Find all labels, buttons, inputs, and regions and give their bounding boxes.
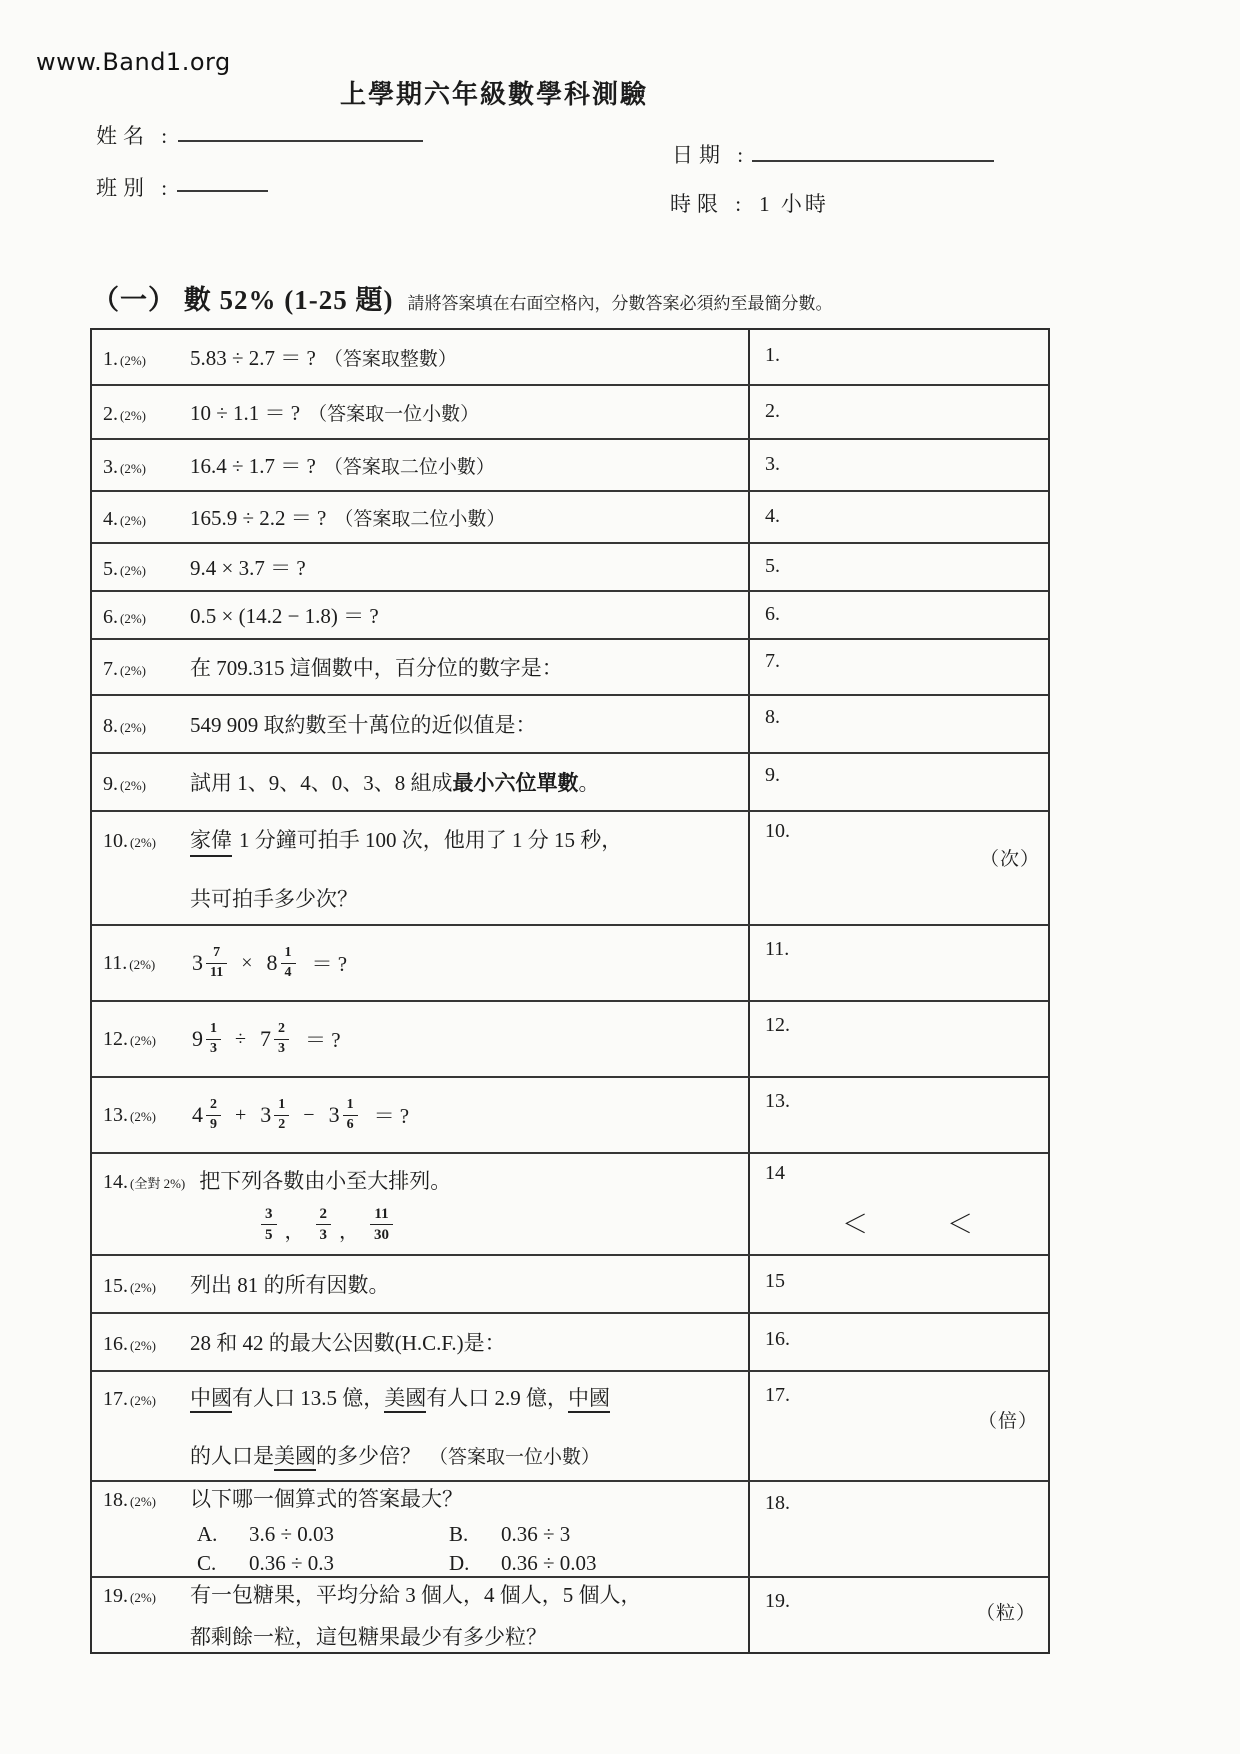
question-text: 16.4 ÷ 1.7 ＝ ? — [190, 454, 316, 478]
question-marks: (2%) — [120, 778, 146, 793]
question-number: 17. — [103, 1388, 128, 1410]
question-marks: (2%) — [130, 1280, 156, 1295]
question-number: 5. — [103, 558, 118, 580]
answer-number: 7. — [765, 650, 780, 672]
question-row-2 — [92, 384, 1048, 438]
answer-number: 14 — [765, 1162, 785, 1184]
name-label: 姓名 : — [96, 124, 174, 148]
question-number: 4. — [103, 508, 118, 530]
answer-cell — [750, 1314, 1048, 1370]
question-row-4 — [92, 490, 1048, 542]
answer-number: 8. — [765, 706, 780, 728]
option-a-value: 3.6 ÷ 0.03 — [249, 1521, 335, 1546]
question-number: 7. — [103, 658, 118, 680]
question-note: （答案取一位小數） — [308, 404, 480, 425]
mixed-number: 3 1 2 — [260, 1097, 289, 1134]
answer-number: 13. — [765, 1090, 790, 1112]
answer-cell — [750, 696, 1048, 752]
underlined-name: 美國 — [384, 1386, 426, 1413]
question-row-13 — [92, 1076, 1048, 1152]
answer-number: 10. — [765, 820, 790, 842]
answer-number: 1. — [765, 344, 780, 366]
operator: × — [241, 951, 253, 974]
question-row-8 — [92, 694, 1048, 752]
answer-number: 2. — [765, 400, 780, 422]
question-marks: (2%) — [129, 956, 156, 972]
fraction: 2 3 — [316, 1205, 332, 1244]
question-row-14 — [92, 1152, 1048, 1254]
answer-cell — [750, 592, 1048, 638]
question-row-7 — [92, 638, 1048, 694]
question-marks: (2%) — [130, 1590, 156, 1605]
option-d-label: D. — [449, 1550, 470, 1575]
question-row-17 — [92, 1370, 1048, 1480]
mixed-number: 7 2 3 — [260, 1021, 289, 1058]
answer-number: 9. — [765, 764, 780, 786]
question-number: 3. — [103, 456, 118, 478]
question-note: （答案取二位小數） — [334, 509, 506, 530]
name-field — [96, 120, 173, 150]
answer-cell — [750, 386, 1048, 438]
answer-cell — [750, 1578, 1048, 1652]
question-number: 13. — [103, 1103, 128, 1126]
option-d-value: 0.36 ÷ 0.03 — [501, 1550, 597, 1575]
question-marks: (2%) — [120, 720, 146, 735]
choice-row-ab — [197, 1522, 748, 1547]
question-text: 549 909 取約數至十萬位的近似值是： — [190, 713, 537, 737]
question-text: 把下列各數由小至大排列。 — [199, 1168, 452, 1193]
answer-cell — [750, 1372, 1048, 1480]
question-number: 11. — [103, 951, 128, 974]
question-text: 試用 1、9、4、0、3、8 組成最小六位單數。 — [190, 771, 600, 795]
underlined-name: 美國 — [274, 1444, 316, 1471]
question-note: （答案取二位小數） — [323, 457, 495, 478]
equals-question: ＝ ? — [311, 952, 348, 976]
answer-number: 6. — [765, 603, 780, 625]
answer-number: 4. — [765, 505, 780, 527]
question-marks: (2%) — [120, 408, 146, 423]
question-marks: (2%) — [130, 1493, 156, 1509]
answer-number: 11. — [765, 938, 790, 960]
time-limit-value: 1 小時 — [759, 192, 829, 216]
site-watermark: www.Band1.org — [36, 48, 231, 76]
question-row-15 — [92, 1254, 1048, 1312]
equals-question: ＝ ? — [304, 1028, 341, 1052]
question-number: 14. — [103, 1170, 128, 1193]
answer-number: 16. — [765, 1328, 790, 1350]
operator: + — [235, 1103, 247, 1126]
class-field — [96, 172, 173, 202]
question-marks: (2%) — [120, 563, 146, 578]
question-text: 列出 81 的所有因數。 — [190, 1273, 390, 1297]
answer-number: 17. — [765, 1384, 790, 1406]
question-number: 9. — [103, 773, 118, 795]
answer-cell — [750, 926, 1048, 1000]
answer-cell — [750, 754, 1048, 810]
time-limit-field — [670, 188, 829, 218]
question-marks: (2%) — [120, 461, 146, 476]
question-row-12 — [92, 1000, 1048, 1076]
answer-number: 12. — [765, 1014, 790, 1036]
section-header — [92, 278, 832, 317]
question-row-16 — [92, 1312, 1048, 1370]
equals-question: ＝ ? — [373, 1104, 410, 1128]
question-number: 19. — [103, 1585, 128, 1607]
question-marks: (2%) — [130, 1338, 156, 1353]
question-text: 0.5 × (14.2 − 1.8) ＝ ? — [190, 604, 379, 628]
mixed-number: 9 1 3 — [192, 1021, 221, 1058]
question-number: 8. — [103, 715, 118, 737]
answer-number: 15 — [765, 1270, 785, 1292]
question-row-19 — [92, 1576, 1048, 1652]
question-table — [90, 328, 1050, 1654]
question-row-5 — [92, 542, 1048, 590]
answer-cell — [750, 1002, 1048, 1076]
question-marks: (2%) — [130, 1393, 156, 1408]
answer-cell — [750, 812, 1048, 924]
option-a-label: A. — [197, 1521, 218, 1546]
question-row-1 — [92, 330, 1048, 384]
answer-unit: （粒） — [976, 1603, 1037, 1624]
question-text: 中國有人口 13.5 億，美國有人口 2.9 億，中國 — [190, 1382, 610, 1412]
question-marks: (全對 2%) — [130, 1175, 186, 1191]
question-text: 有一包糖果，平均分給 3 個人，4 個人，5 個人， — [190, 1583, 642, 1607]
answer-cell — [750, 544, 1048, 590]
question-text-line2: 共可拍手多少次？ — [190, 886, 358, 911]
answer-unit: （次） — [980, 849, 1041, 870]
question-number: 6. — [103, 606, 118, 628]
section-heading: （一） 數 52% (1-25 題) — [92, 285, 394, 315]
mixed-number: 3 1 6 — [329, 1097, 358, 1134]
fraction: 11 30 — [370, 1205, 393, 1244]
fraction: 3 5 — [261, 1205, 277, 1244]
answer-cell — [750, 1256, 1048, 1312]
answer-cell — [750, 1482, 1048, 1576]
answer-cell — [750, 640, 1048, 694]
question-marks: (2%) — [120, 611, 146, 626]
answer-cell — [750, 492, 1048, 542]
question-number: 12. — [103, 1027, 128, 1050]
answer-unit: （倍） — [978, 1411, 1039, 1432]
question-text-line2: 都剩餘一粒，這包糖果最少有多少粒？ — [190, 1625, 547, 1649]
answer-cell — [750, 1154, 1048, 1254]
name-blank-line — [178, 140, 423, 142]
section-instruction: 請將答案填在右面空格內，分數答案必須約至最簡分數。 — [407, 294, 833, 313]
question-text: 28 和 42 的最大公因數(H.C.F.)是： — [190, 1331, 506, 1355]
date-blank-line — [752, 160, 994, 162]
less-than-mark: ＜ — [842, 1210, 869, 1240]
question-number: 2. — [103, 403, 118, 425]
question-marks: (2%) — [130, 1032, 156, 1048]
question-marks: (2%) — [120, 663, 146, 678]
question-text: 5.83 ÷ 2.7 ＝ ? — [190, 346, 316, 370]
option-b-label: B. — [449, 1521, 469, 1546]
question-row-6 — [92, 590, 1048, 638]
fraction-list: 3 5 ， 2 3 ， 11 30 — [258, 1205, 748, 1244]
question-text: 在 709.315 這個數中，百分位的數字是： — [190, 656, 563, 680]
bold-phrase: 最小六位單數 — [452, 771, 579, 795]
answer-cell — [750, 1078, 1048, 1152]
answer-cell — [750, 440, 1048, 490]
question-row-10 — [92, 810, 1048, 924]
underlined-name: 家偉 — [190, 824, 232, 857]
question-marks: (2%) — [130, 1108, 156, 1124]
less-than-mark: ＜ — [947, 1210, 974, 1240]
date-field — [672, 139, 749, 169]
question-text-line2: 的人口是美國的多少倍？ — [190, 1440, 421, 1470]
question-row-18 — [92, 1480, 1048, 1576]
class-blank-line — [177, 190, 268, 192]
question-row-11 — [92, 924, 1048, 1000]
date-label: 日期 : — [672, 143, 750, 167]
answer-number: 5. — [765, 555, 780, 577]
answer-cell — [750, 330, 1048, 384]
answer-number: 18. — [765, 1492, 790, 1514]
page-title: 上學期六年級數學科測驗 — [340, 80, 649, 109]
question-text: 10 ÷ 1.1 ＝ ? — [190, 401, 301, 425]
question-number: 10. — [103, 829, 128, 852]
underlined-name: 中國 — [568, 1386, 610, 1413]
answer-number: 3. — [765, 453, 780, 475]
question-marks: (2%) — [130, 834, 156, 850]
question-row-3 — [92, 438, 1048, 490]
question-number: 15. — [103, 1275, 128, 1297]
underlined-name: 中國 — [190, 1386, 232, 1413]
question-note: （答案取一位小數） — [429, 1447, 601, 1468]
choice-row-cd — [197, 1551, 748, 1576]
operator: ÷ — [235, 1027, 246, 1050]
question-text: 1 分鐘可拍手 100 次，他用了 1 分 15 秒， — [239, 827, 623, 852]
option-b-value: 0.36 ÷ 3 — [501, 1521, 571, 1546]
question-text: 9.4 × 3.7 ＝ ? — [190, 556, 306, 580]
question-text: 以下哪一個算式的答案最大？ — [190, 1486, 463, 1511]
time-limit-label: 時限 : — [670, 192, 748, 216]
answer-number: 19. — [765, 1590, 790, 1612]
mixed-number: 4 2 9 — [192, 1097, 221, 1134]
class-label: 班別 : — [96, 176, 174, 200]
question-marks: (2%) — [120, 353, 146, 368]
option-c-label: C. — [197, 1550, 217, 1575]
option-c-value: 0.36 ÷ 0.3 — [249, 1550, 335, 1575]
mixed-number: 3 7 11 — [192, 945, 227, 982]
mixed-number: 8 1 4 — [267, 945, 296, 982]
question-row-9 — [92, 752, 1048, 810]
question-text: 165.9 ÷ 2.2 ＝ ? — [190, 506, 327, 530]
operator: − — [303, 1103, 315, 1126]
question-marks: (2%) — [120, 513, 146, 528]
question-number: 16. — [103, 1333, 128, 1355]
question-number: 18. — [103, 1488, 128, 1511]
question-note: （答案取整數） — [323, 349, 457, 370]
question-number: 1. — [103, 348, 118, 370]
